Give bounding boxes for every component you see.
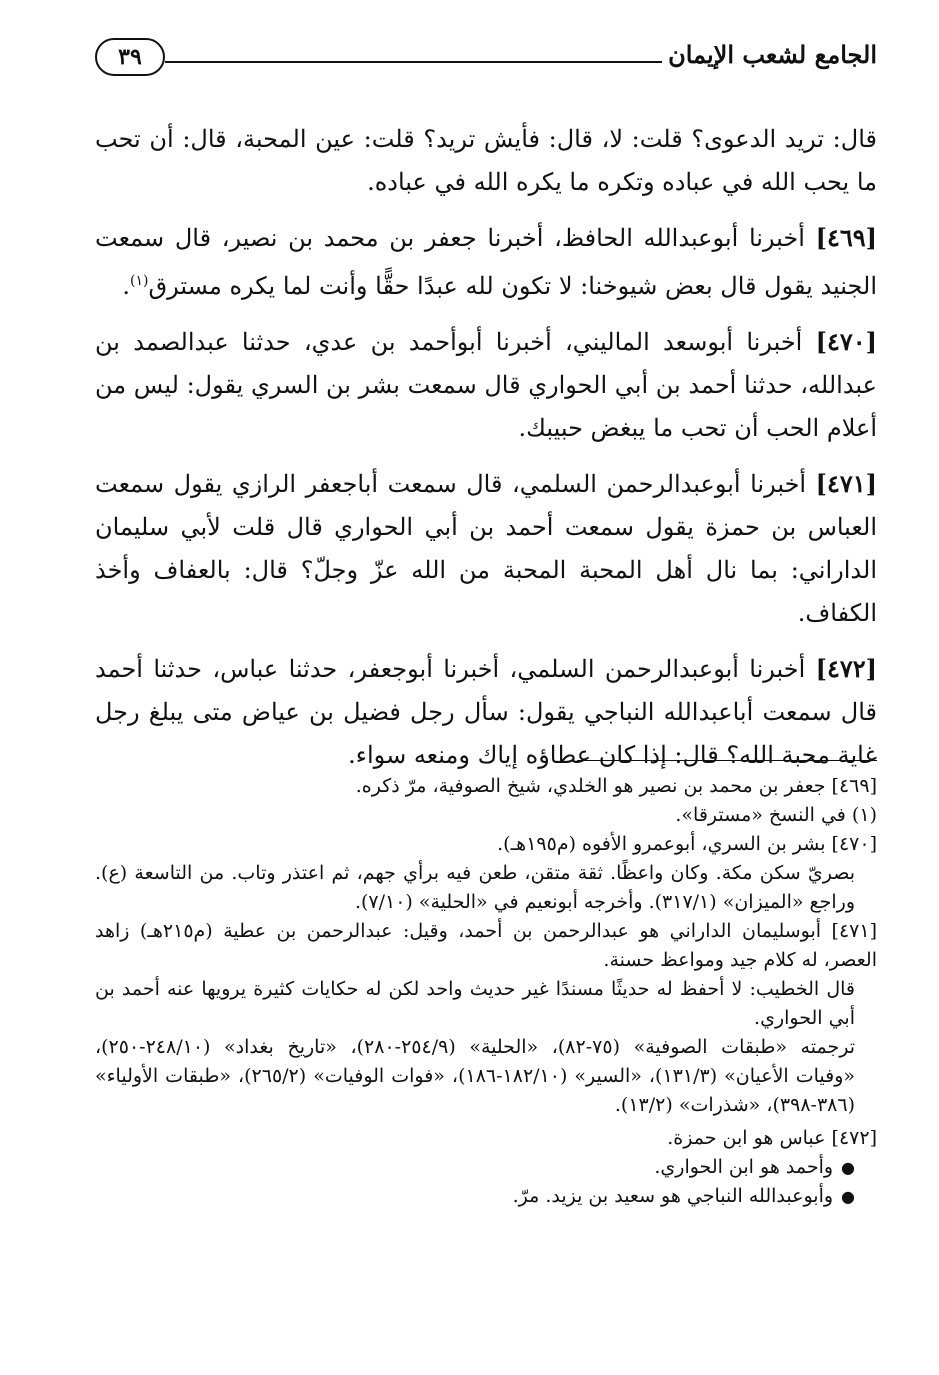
hadith-number: [٤٧٢] [815,654,877,683]
footnote-separator [577,760,877,761]
paragraph-text: أخبرنا أبوعبدالله الحافظ، أخبرنا جعفر بن محمد بن نصير، قال سمعت الجنيد يقول قال بعض شيوخنا: لا تكون لله عبدًا حقًّا وأنت لما يكره مسترق [95,224,877,300]
main-text [95,118,877,789]
footnote: [٤٧١] أبوسليمان الداراني هو عبدالرحمن بن أحمد، وقيل: عبدالرحمن بن عطية (م٢١٥هـ) زاهد العصر، له كلام جيد ومواعظ حسنة. [95,920,877,971]
paragraph [95,462,877,635]
bullet-icon: ● [841,1158,855,1177]
paragraph-text: أخبرنا أبوعبدالرحمن السلمي، قال سمعت أباجعفر الرازي يقول سمعت العباس بن حمزة يقول سمعت أحمد بن أبي الحواري قال قلت لأبي سليمان الداراني: بما نال أهل المحبة المحبة من الله عزّ وجلّ؟ قال: بالعفاف وأخذ الكفاف. [95,470,877,627]
footnote: [٤٧٢] عباس هو ابن حمزة. [667,1127,877,1149]
paragraph [95,118,877,204]
footnote: بصريّ سكن مكة. وكان واعظًا. ثقة متقن، طعن فيه برأي جهم، ثم اعتذر وتاب. من التاسعة (ع). وراجع «الميزان» (٣١٧/١). وأخرجه أبونعيم في «الحلية» (٧/١٠). [95,862,855,913]
footnote-bullet-item [95,1153,877,1182]
page-number: ٣٩ [95,38,165,76]
paragraph [95,216,877,308]
paragraph-text: أخبرنا أبوعبدالرحمن السلمي، أخبرنا أبوجعفر، حدثنا عباس، حدثنا أحمد قال سمعت أباعبدالله النباجي يقول: سأل رجل فضيل بن عياض متى يبلغ رجل غاية محبة الله؟ قال: إذا كان عطاؤه إياك ومنعه سواء. [95,655,877,769]
paragraph [95,320,877,450]
footnote: [٤٦٩] جعفر بن محمد بن نصير هو الخلدي، شيخ الصوفية، مرّ ذكره. [355,775,877,797]
hadith-number: [٤٧١] [815,469,877,498]
header-rule [165,61,662,63]
paragraph-tail: . [122,272,131,300]
footnote: قال الخطيب: لا أحفظ له حديثًا مسندًا غير حديث واحد لكن له حكايات كثيرة يرويها عنه أحمد بن أبي الحواري. [95,978,855,1029]
hadith-number: [٤٧٠] [815,327,877,356]
footnote-text: وأبوعبدالله النباجي هو سعيد بن يزيد. مرّ. [512,1185,834,1207]
footnote: (١) في النسخ «مسترقا». [675,804,877,826]
footnote-text: وأحمد هو ابن الحواري. [654,1156,834,1178]
bullet-icon: ● [841,1187,855,1206]
paragraph [95,647,877,777]
footnote: [٤٧٠] بشر بن السري، أبوعمرو الأفوه (م١٩٥هـ). [497,833,877,855]
running-title: الجامع لشعب الإيمان [668,40,877,69]
paragraph-text: أخبرنا أبوسعد الماليني، أخبرنا أبوأحمد بن عدي، حدثنا عبدالصمد بن عبدالله، حدثنا أحمد بن أبي الحواري قال سمعت بشر بن السري يقول: ليس من أعلام الحب أن تحب ما يبغض حبيبك. [95,328,877,442]
footnote-ref: (١) [130,273,149,289]
footnotes [95,772,877,1211]
page-header [95,34,877,84]
footnote-bullet-item [95,1182,877,1211]
footnote: ترجمته «طبقات الصوفية» (٧٥-٨٢)، «الحلية» (٢٥٤/٩-٢٨٠)، «تاريخ بغداد» (٢٤٨/١٠-٢٥٠)، «وفيات الأعيان» (١٣١/٣)، «السير» (١٨٢/١٠-١٨٦)، «فوات الوفيات» (٢٦٥/٢)، «طبقات الأولياء» (٣٨٦-٣٩٨)، «شذرات» (١٣/٢). [95,1036,856,1116]
hadith-number: [٤٦٩] [815,223,877,252]
paragraph-text: قال: تريد الدعوى؟ قلت: لا، قال: فأيش تريد؟ قلت: عين المحبة، قال: أن تحب ما يحب الله في عباده وتكره ما يكره الله في عباده. [95,125,877,196]
